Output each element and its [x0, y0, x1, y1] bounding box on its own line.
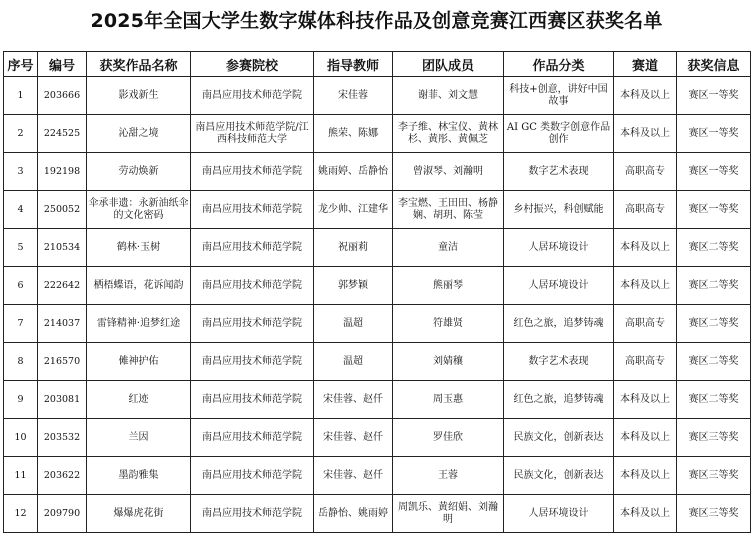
cell-category: 民族文化，创新表达	[504, 457, 614, 495]
header-team: 团队成员	[393, 52, 504, 77]
cell-code: 210534	[38, 229, 87, 267]
cell-school: 南昌应用技术师范学院	[191, 495, 314, 533]
cell-work: 鹤林·玉树	[87, 229, 191, 267]
header-no: 序号	[4, 52, 38, 77]
cell-no: 2	[4, 115, 38, 153]
cell-code: 209790	[38, 495, 87, 533]
cell-team: 谢菲、刘文慧	[393, 77, 504, 115]
cell-team: 周玉惠	[393, 381, 504, 419]
cell-work: 劳动焕新	[87, 153, 191, 191]
cell-no: 4	[4, 191, 38, 229]
header-school: 参赛院校	[191, 52, 314, 77]
cell-award: 赛区一等奖	[677, 153, 751, 191]
cell-advisor: 宋佳蓉、赵仟	[314, 381, 393, 419]
page-title: 2025年全国大学生数字媒体科技作品及创意竞赛江西赛区获奖名单	[90, 10, 663, 32]
cell-award: 赛区一等奖	[677, 115, 751, 153]
cell-advisor: 龙少帅、江建华	[314, 191, 393, 229]
cell-no: 11	[4, 457, 38, 495]
table-row	[4, 419, 751, 457]
cell-track: 本科及以上	[614, 115, 677, 153]
cell-advisor: 郭梦颖	[314, 267, 393, 305]
table-row	[4, 115, 751, 153]
cell-work: 雷锋精神·追梦红途	[87, 305, 191, 343]
cell-track: 本科及以上	[614, 381, 677, 419]
table-row	[4, 495, 751, 533]
cell-award: 赛区二等奖	[677, 343, 751, 381]
cell-category: 数字艺术表现	[504, 153, 614, 191]
header-code: 编号	[38, 52, 87, 77]
cell-advisor: 姚雨婷、岳静怡	[314, 153, 393, 191]
cell-school: 南昌应用技术师范学院	[191, 229, 314, 267]
table-row	[4, 267, 751, 305]
cell-track: 本科及以上	[614, 419, 677, 457]
cell-work: 爆爆虎花街	[87, 495, 191, 533]
header-track: 赛道	[614, 52, 677, 77]
cell-no: 7	[4, 305, 38, 343]
cell-award: 赛区二等奖	[677, 229, 751, 267]
cell-advisor: 温超	[314, 305, 393, 343]
cell-school: 南昌应用技术师范学院	[191, 305, 314, 343]
cell-category: 红色之旅，追梦铸魂	[504, 305, 614, 343]
cell-work: 傩神护佑	[87, 343, 191, 381]
cell-track: 本科及以上	[614, 457, 677, 495]
table-row	[4, 381, 751, 419]
cell-work: 伞承非遗：永新油纸伞的文化密码	[87, 191, 191, 229]
table-row	[4, 153, 751, 191]
cell-team: 周凯乐、黄绍娟、刘瀚明	[393, 495, 504, 533]
cell-award: 赛区一等奖	[677, 77, 751, 115]
cell-category: 红色之旅，追梦铸魂	[504, 381, 614, 419]
cell-advisor: 宋佳蓉、赵仟	[314, 457, 393, 495]
cell-code: 214037	[38, 305, 87, 343]
cell-work: 沁甜之境	[87, 115, 191, 153]
cell-code: 203532	[38, 419, 87, 457]
cell-code: 224525	[38, 115, 87, 153]
cell-school: 南昌应用技术师范学院	[191, 191, 314, 229]
header-work: 获奖作品名称	[87, 52, 191, 77]
cell-team: 李子维、林宝仪、黄林杉、黄彤、黄佩芝	[393, 115, 504, 153]
cell-advisor: 温超	[314, 343, 393, 381]
cell-work: 兰因	[87, 419, 191, 457]
cell-advisor: 宋佳蓉	[314, 77, 393, 115]
cell-school: 南昌应用技术师范学院	[191, 419, 314, 457]
cell-track: 本科及以上	[614, 267, 677, 305]
cell-code: 203666	[38, 77, 87, 115]
cell-no: 8	[4, 343, 38, 381]
cell-no: 10	[4, 419, 38, 457]
cell-code: 203622	[38, 457, 87, 495]
cell-school: 南昌应用技术师范学院	[191, 343, 314, 381]
table-row	[4, 343, 751, 381]
cell-team: 王蓉	[393, 457, 504, 495]
cell-award: 赛区二等奖	[677, 267, 751, 305]
cell-no: 1	[4, 77, 38, 115]
header-advisor: 指导教师	[314, 52, 393, 77]
cell-no: 6	[4, 267, 38, 305]
cell-school: 南昌应用技术师范学院	[191, 153, 314, 191]
cell-category: AI GC 类数字创意作品创作	[504, 115, 614, 153]
cell-track: 高职高专	[614, 305, 677, 343]
cell-school: 南昌应用技术师范学院	[191, 381, 314, 419]
cell-no: 12	[4, 495, 38, 533]
cell-award: 赛区三等奖	[677, 419, 751, 457]
cell-work: 影戏新生	[87, 77, 191, 115]
cell-team: 刘婧穰	[393, 343, 504, 381]
header-row	[4, 52, 751, 77]
cell-advisor: 宋佳蓉、赵仟	[314, 419, 393, 457]
cell-advisor: 熊荣、陈娜	[314, 115, 393, 153]
table-row	[4, 305, 751, 343]
cell-code: 203081	[38, 381, 87, 419]
cell-category: 乡村振兴，科创赋能	[504, 191, 614, 229]
cell-category: 科技+创意，讲好中国故事	[504, 77, 614, 115]
cell-award: 赛区二等奖	[677, 305, 751, 343]
cell-team: 罗佳欣	[393, 419, 504, 457]
table-row	[4, 191, 751, 229]
cell-team: 熊丽琴	[393, 267, 504, 305]
cell-advisor: 祝丽莉	[314, 229, 393, 267]
cell-award: 赛区一等奖	[677, 191, 751, 229]
cell-award: 赛区三等奖	[677, 495, 751, 533]
cell-award: 赛区二等奖	[677, 381, 751, 419]
cell-advisor: 岳静怡、姚雨婷	[314, 495, 393, 533]
awards-table	[3, 51, 751, 533]
cell-work: 红迹	[87, 381, 191, 419]
cell-category: 人居环境设计	[504, 495, 614, 533]
cell-award: 赛区三等奖	[677, 457, 751, 495]
cell-no: 9	[4, 381, 38, 419]
cell-category: 数字艺术表现	[504, 343, 614, 381]
cell-track: 本科及以上	[614, 229, 677, 267]
header-category: 作品分类	[504, 52, 614, 77]
cell-school: 南昌应用技术师范学院	[191, 267, 314, 305]
cell-code: 216570	[38, 343, 87, 381]
cell-no: 3	[4, 153, 38, 191]
table-row	[4, 457, 751, 495]
cell-work: 栖梧蝶语，花诉闻韵	[87, 267, 191, 305]
cell-track: 高职高专	[614, 191, 677, 229]
cell-track: 高职高专	[614, 343, 677, 381]
cell-team: 曾淑琴、刘瀚明	[393, 153, 504, 191]
cell-track: 本科及以上	[614, 77, 677, 115]
cell-track: 本科及以上	[614, 495, 677, 533]
table-row	[4, 77, 751, 115]
cell-category: 民族文化，创新表达	[504, 419, 614, 457]
cell-school: 南昌应用技术师范学院/江西科技师范大学	[191, 115, 314, 153]
cell-work: 墨韵雅集	[87, 457, 191, 495]
cell-category: 人居环境设计	[504, 267, 614, 305]
header-award: 获奖信息	[677, 52, 751, 77]
cell-school: 南昌应用技术师范学院	[191, 457, 314, 495]
cell-school: 南昌应用技术师范学院	[191, 77, 314, 115]
cell-code: 192198	[38, 153, 87, 191]
cell-team: 李宝燃、王田田、杨静娴、胡玥、陈莹	[393, 191, 504, 229]
cell-team: 童洁	[393, 229, 504, 267]
cell-code: 222642	[38, 267, 87, 305]
cell-track: 高职高专	[614, 153, 677, 191]
cell-category: 人居环境设计	[504, 229, 614, 267]
cell-no: 5	[4, 229, 38, 267]
cell-team: 符雄贤	[393, 305, 504, 343]
cell-code: 250052	[38, 191, 87, 229]
table-row	[4, 229, 751, 267]
